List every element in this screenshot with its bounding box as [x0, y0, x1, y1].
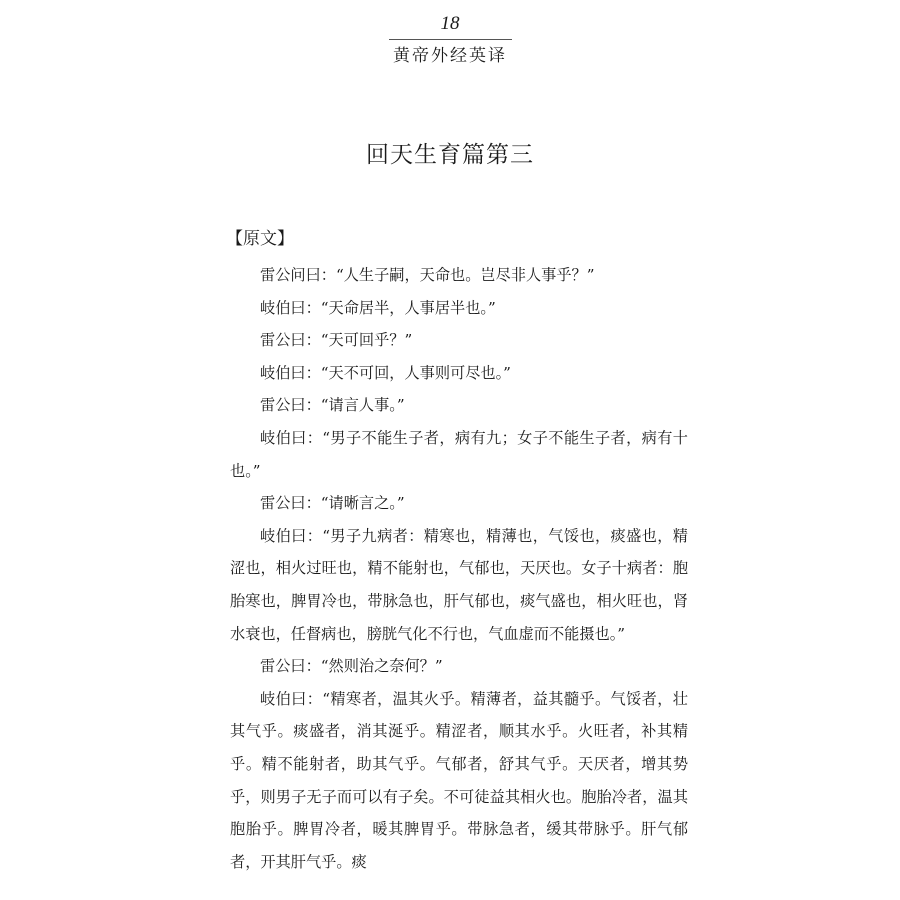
paragraph: 岐伯曰：“精寒者，温其火乎。精薄者，益其髓乎。气馁者，壮其气乎。痰盛者，消其涎乎。精涩者，顺其水乎。火旺者，补其精乎。精不能射者，助其气乎。气郁者，舒其气乎。天厌者，增其势乎，则男子无子而可以有子矣。不可徒益其相火也。胞胎冷者，温其胞胎乎。脾胃冷者，暖其脾胃乎。带脉急者，缓其带脉乎。肝气郁者，开其肝气乎。痰 — [230, 689, 688, 871]
original-text-body — [230, 259, 688, 878]
paragraph: 岐伯曰：“天不可回，人事则可尽也。” — [260, 363, 511, 382]
paragraph: 雷公曰：“请言人事。” — [260, 396, 405, 415]
running-head-title: 黄帝外经英译 — [393, 46, 507, 66]
chapter-title: 回天生育篇第三 — [366, 142, 534, 168]
paragraph: 岐伯曰：“男子不能生子者，病有九；女子不能生子者，病有十也。” — [230, 428, 688, 480]
paragraph: 岐伯曰：“男子九病者：精寒也，精薄也，气馁也，痰盛也，精涩也，相火过旺也，精不能射也，气郁也，天厌也。女子十病者：胞胎寒也，脾胃冷也，带脉急也，肝气郁也，痰气盛也，相火旺也，肾水衰也，任督病也，膀胱气化不行也，气血虚而不能摄也。” — [230, 526, 688, 643]
paragraph: 雷公曰：“请晰言之。” — [260, 494, 405, 513]
header-rule — [389, 39, 512, 40]
paragraph: 岐伯曰：“天命居半，人事居半也。” — [260, 298, 496, 317]
page-number: 18 — [440, 13, 460, 34]
paragraph: 雷公曰：“然则治之奈何？” — [260, 657, 443, 676]
section-label-original-text: 【原文】 — [226, 229, 294, 249]
paragraph: 雷公曰：“天可回乎？” — [260, 331, 413, 350]
paragraph: 雷公问曰：“人生子嗣，天命也。岂尽非人事乎？” — [260, 266, 595, 284]
